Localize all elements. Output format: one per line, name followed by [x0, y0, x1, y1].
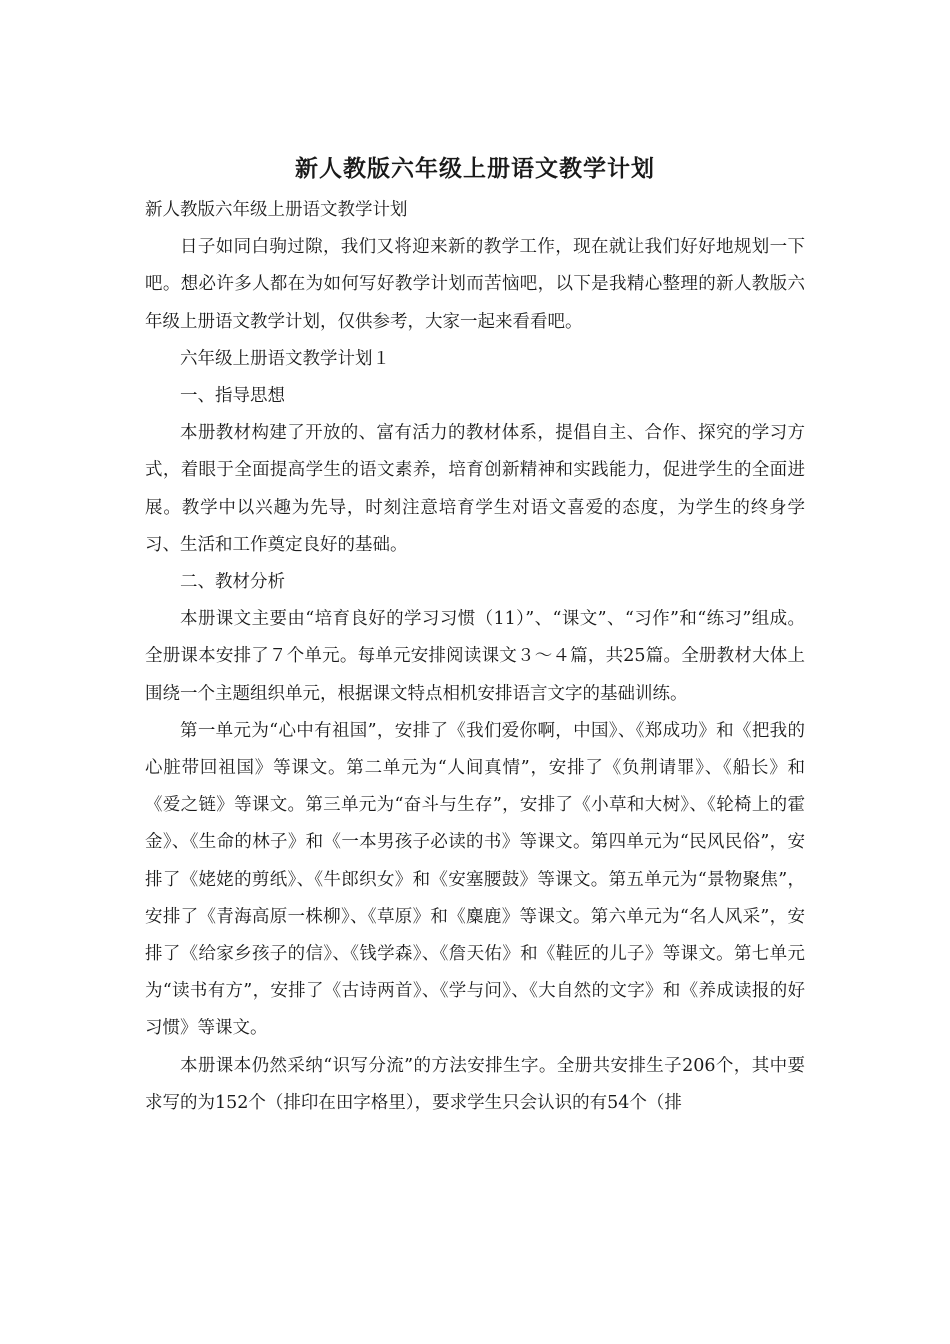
plan-heading: 六年级上册语文教学计划１	[180, 348, 390, 369]
subtitle-line: 新人教版六年级上册语文教学计划	[145, 200, 408, 220]
material-overview-paragraph: 本册课文主要由“培育良好的学习习惯（11）”、“课文”、“习作”和“练习”组成。全册课本安排了７个单元。每单元安排阅读课文３～４篇，共25篇。全册教材大体上围绕一个主题组织单元，根据课文特点相机安排语言文字的基础训练。	[145, 609, 805, 704]
section-heading-material-analysis: 二、教材分析	[180, 572, 285, 593]
units-paragraph: 第一单元为“心中有祖国”，安排了《我们爱你啊，中国》、《郑成功》和《把我的心脏带回祖国》等课文。第二单元为“人间真情”，安排了《负荆请罪》、《船长》和《爱之链》等课文。第三单元为“奋斗与生存”，安排了《小草和大树》、《轮椅上的霍金》、《生命的林子》和《一本男孩子必读的书》等课文。第四单元为“民风民俗”，安排了《姥姥的剪纸》、《牛郎织女》和《安塞腰鼓》等课文。第五单元为“景物聚焦”，安排了《青海高原一株柳》、《草原》和《麋鹿》等课文。第六单元为“名人风采”，安排了《给家乡孩子的信》、《钱学森》、《詹天佑》和《鞋匠的儿子》等课文。第七单元为“读书有方”，安排了《古诗两首》、《学与问》、《大自然的文字》和《养成读报的好习惯》等课文。	[145, 720, 805, 1039]
section-heading-guiding-idea: 一、指导思想	[180, 386, 285, 407]
intro-paragraph: 日子如同白驹过隙，我们又将迎来新的教学工作，现在就让我们好好地规划一下吧。想必许多人都在为如何写好教学计划而苦恼吧，以下是我精心整理的新人教版六年级上册语文教学计划，仅供参考，大家一起来看看吧。	[145, 237, 805, 332]
characters-paragraph: 本册课本仍然采纳“识写分流”的方法安排生字。全册共安排生子206个，其中要求写的为152个（排印在田字格里），要求学生只会认识的有54个（排	[145, 1055, 805, 1113]
document-body	[145, 192, 805, 1122]
document-title: 新人教版六年级上册语文教学计划	[295, 156, 655, 182]
guiding-idea-paragraph: 本册教材构建了开放的、富有活力的教材体系，提倡自主、合作、探究的学习方式，着眼于全面提高学生的语文素养，培育创新精神和实践能力，促进学生的全面进展。教学中以兴趣为先导，时刻注意培育学生对语文喜爱的态度，为学生的终身学习、生活和工作奠定良好的基础。	[145, 423, 805, 555]
